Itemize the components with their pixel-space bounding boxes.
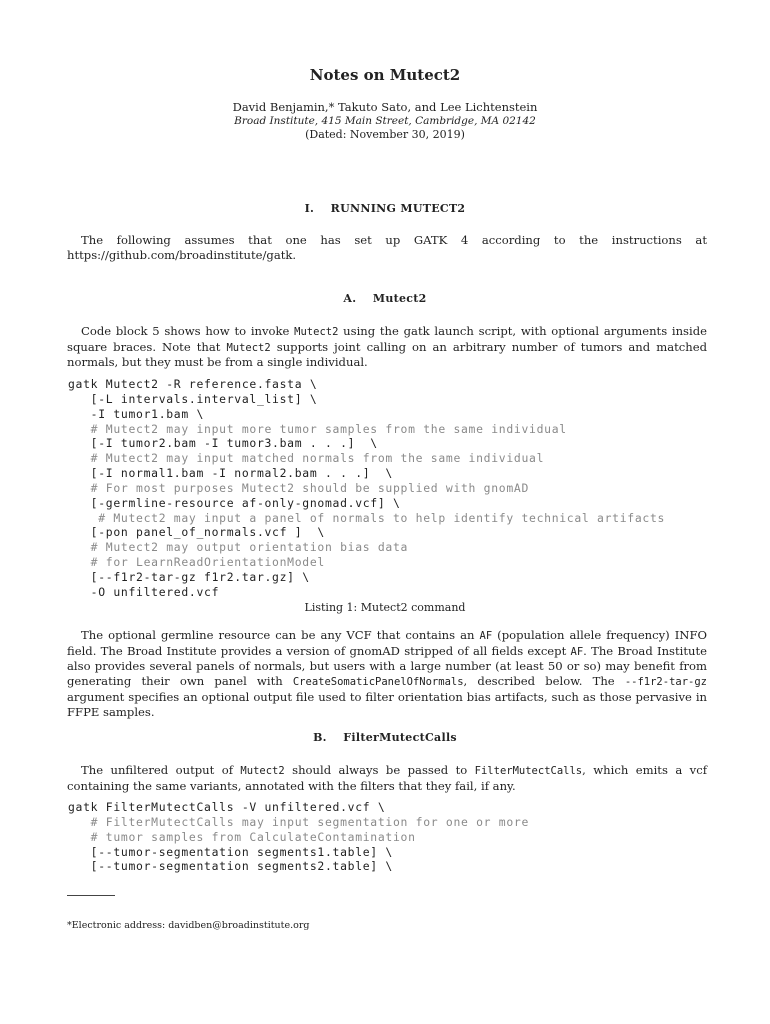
code-comment-line: # Mutect2 may input matched normals from the same individual (68, 451, 545, 466)
affiliation: Broad Institute, 415 Main Street, Cambridge, MA 02142 (234, 115, 536, 127)
inline-code: --f1r2-tar-gz (624, 676, 708, 689)
subsection-heading-mutect2: A. Mutect2 (343, 292, 427, 305)
date-line: (Dated: November 30, 2019) (305, 128, 465, 141)
footnote-rule (67, 895, 115, 896)
code-line: [-pon panel_of_normals.vcf ] \ (68, 525, 325, 540)
author-list: David Benjamin,* Takuto Sato, and Lee Lichtenstein (232, 100, 538, 114)
filtermutectcalls-code-listing (68, 800, 728, 874)
inline-code: Mutect2 (294, 326, 339, 338)
code-line: [-L intervals.interval_list] \ (68, 391, 318, 406)
inline-code: CreateSomaticPanelOfNormals (292, 676, 464, 689)
code-comment-line: # FilterMutectCalls may input segmentation for one or more (68, 814, 530, 829)
code-line: -I tumor1.bam \ (68, 406, 205, 421)
filtermutectcalls-paragraph: The unfiltered output of Mutect2 should always be passed to FilterMutectCalls, which emits a vcf containing the same variants, annotated with the filters that they fail, if any. (67, 763, 708, 793)
paper-title: Notes on Mutect2 (309, 66, 461, 84)
listing-caption: Listing 1: Mutect2 command (304, 601, 466, 614)
section-heading-running-mutect2: I. RUNNING MUTECT2 (304, 202, 466, 215)
subsection-heading-filtermutectcalls: B. FilterMutectCalls (313, 731, 457, 744)
mutect2-paragraph: Code block 5 shows how to invoke Mutect2 using the gatk launch script, with optional arguments inside square braces. Note that Mutect2 supports joint calling on an arbitrary number of tumors and matched normals, but they must be from a single individual. (67, 324, 708, 370)
inline-code: AF (570, 645, 584, 658)
code-line: [-I tumor2.bam -I tumor3.bam . . .] \ (68, 436, 378, 451)
code-comment-line: # For most purposes Mutect2 should be supplied with gnomAD (68, 480, 530, 495)
inline-code: Mutect2 (226, 341, 271, 354)
inline-code: Mutect2 (240, 765, 285, 777)
code-line: [--tumor-segmentation segments1.table] \ (68, 844, 393, 859)
section-intro-paragraph (67, 233, 707, 262)
code-line: gatk Mutect2 -R reference.fasta \ (68, 377, 318, 391)
footnote: *Electronic address: davidben@broadinstitute.org (67, 920, 310, 931)
inline-code: FilterMutectCalls (474, 765, 583, 777)
mutect2-code-listing (68, 377, 728, 600)
intro-line-2: https://github.com/broadinstitute/gatk. (67, 247, 297, 262)
code-comment-line: # Mutect2 may input a panel of normals to help identify technical artifacts (68, 510, 666, 525)
code-line: [--tumor-segmentation segments2.table] \ (68, 859, 393, 874)
code-line: [--f1r2-tar-gz f1r2.tar.gz] \ (68, 569, 310, 584)
code-line: [-germline-resource af-only-gnomad.vcf] \ (68, 495, 401, 510)
code-comment-line: # for LearnReadOrientationModel (68, 555, 325, 570)
intro-line-1: The following assumes that one has set up GATK 4 according to the instructions at (81, 233, 707, 247)
code-line: [-I normal1.bam -I normal2.bam . . .] \ (68, 466, 393, 481)
code-comment-line: # Mutect2 may output orientation bias data (68, 540, 409, 555)
inline-code: AF (479, 630, 493, 642)
code-comment-line: # Mutect2 may input more tumor samples from the same individual (68, 421, 567, 436)
code-comment-line: # tumor samples from CalculateContamination (68, 829, 416, 844)
code-line: gatk FilterMutectCalls -V unfiltered.vcf \ (68, 800, 386, 814)
germline-resource-paragraph: The optional germline resource can be any VCF that contains an AF (population allele frequency) INFO field. The Broad Institute provides a version of gnomAD stripped of all fields except AF. The Broad Institute also provides several panels of normals, but users with a large number (at least 50 or so) may benefit from generating their own panel with CreateSomaticPanelOfNormals, described below. The --f1r2-tar-gz argument specifies an optional output file used to filter orientation bias artifacts, such as those pervasive in FFPE samples. (67, 628, 708, 719)
code-line: -O unfiltered.vcf (68, 584, 220, 599)
